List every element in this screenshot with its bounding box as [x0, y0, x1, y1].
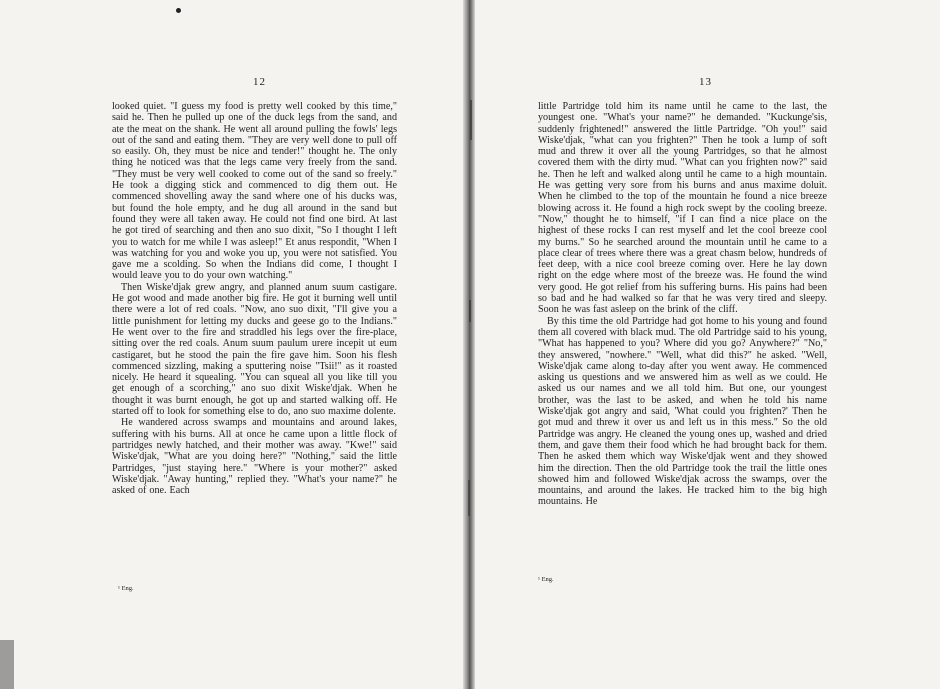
paragraph: looked quiet. "I guess my food is pretty well cooked by this time," said he. Then he pulled up one of the duck legs from the sand, and ate the meat on the shank. He went all around pulling the fowls' legs out of the sand and eating them. "They are very well done to pull off so easily. Oh, they must be nice and tender!" thought he. The only thing he noticed was that the legs came very freely from the sand. "They must be very well cooked to come out of the sand so freely." He took a digging stick and commenced to dig them out. He commenced shovelling away the sand where one of his ducks was, but found the hole empty, and he dug all around in the sand but found they were all taken away. He could not find one bird. At last he got tired of searching and then ano suo dixit, "So I thought I left you to watch for me while I was asleep!" Et anus respondit, "When I was watching for you and woke you up, you were not satisfied. You gave me a scolding. So when the Indians did come, I thought I would leave you to do your own watching." [112, 101, 397, 282]
left-page [0, 0, 463, 689]
footnote: ¹ Eng. [538, 576, 554, 583]
page-number: 13 [699, 76, 712, 88]
page-body [112, 101, 397, 496]
paragraph: He wandered across swamps and mountains and around lakes, suffering with his burns. All at once he came upon a little flock of partridges newly hatched, and their mother was away. "Kwe!" said Wiske'djak, "What are you doing here?" "Nothing," said the little Partridges, "just staying here." "Where is your mother?" asked Wiske'djak. "Away hunting," replied they. "What's your name?" he asked of one. Each [112, 417, 397, 497]
scan-edge-mark [0, 640, 14, 689]
scan-edge-mark [469, 300, 471, 322]
right-page [475, 0, 940, 689]
paragraph: Then Wiske'djak grew angry, and planned anum suum castigare. He got wood and made another big fire. He got it burning well until there were a lot of red coals. "Now, ano suo dixit, "I'll give you a little punishment for letting my ducks and geese go to the Indians." He went over to the fire and straddled his legs over the fire-place, sitting over the red coals. Anum suum paulum urere incepit ut eum castigaret, but he stood the pain the fire gave him. Soon his flesh commenced sizzling, making a sputtering noise "Tsii!" as it roasted nicely. He heard it squealing. "You can squeal all you like till you get enough of a scorching," ano suo dixit Wiske'djak. When he thought it was burnt enough, he got up and started walking off. He started off to look for something else to do, ano suo maxime dolente. [112, 281, 397, 418]
paragraph: little Partridge told him its name until he came to the last, the youngest one. "What's your name?" he demanded. "Kuckunge'sis, suddenly frightened!" answered the little Partridge. "Oh you!" said Wiske'djak, "what can you frighten?" Then he took a lump of soft mud and threw it over all the young Partridges, so that he almost covered them with the dirty mud. "What can you frighten now?" said he. Then he left and walked along until he came to a high mountain. He was getting very sore from his burns and anus maxime doluit. When he climbed to the top of the mountain he found a nice breeze blowing across it. He found a high rock swept by the cooling breeze. "Now," thought he to himself, "if I can find a nice place on the highest of these rocks I can rest myself and let the cool breeze cool my burns." So he searched around the mountain until he came to a place clear of trees where there was a great chasm below, hundreds of feet deep, with a nice cool breeze coming over. Here he lay down right on the edge where most of the breeze was. He found the wind very good. He got relief from his suffering burns. His pains had been so bad and he had walked so far that he was very tired and sleepy. Soon he was fast asleep on the brink of the cliff. [538, 101, 827, 316]
book-gutter [463, 0, 475, 689]
scan-speck [176, 8, 181, 13]
page-number: 12 [253, 76, 266, 88]
paragraph: By this time the old Partridge had got home to his young and found them all covered with black mud. The old Partridge said to his young, "What has happened to you? Where did you go? Anywhere?" "No," they answered, "nowhere." "Well, what did this?" he asked. "Well, Wiske'djak came along to-day after you went away. He commenced asking us questions and we answered him as well as we could. He asked us our names and we all told him. But one, our youngest brother, was the last to be asked, and when he told his name Wiske'djak got angry and said, 'What could you frighten?' Then he got mud and threw it over us and left us in this mess." So the old Partridge was angry. He cleaned the young ones up, washed and dried them, and gave them their food which he had brought back for them. Then he asked them which way Wiske'djak went and they showed him the direction. Then the old Partridge took the trail the little ones showed him and followed Wiske'djak across the swamps, over the mountains, and around the lakes. He tracked him to the big high mountains. He [538, 315, 827, 508]
footnote: ¹ Eng. [118, 585, 134, 592]
page-body [538, 101, 827, 508]
scan-edge-mark [470, 100, 472, 140]
scan-edge-mark [468, 480, 470, 516]
